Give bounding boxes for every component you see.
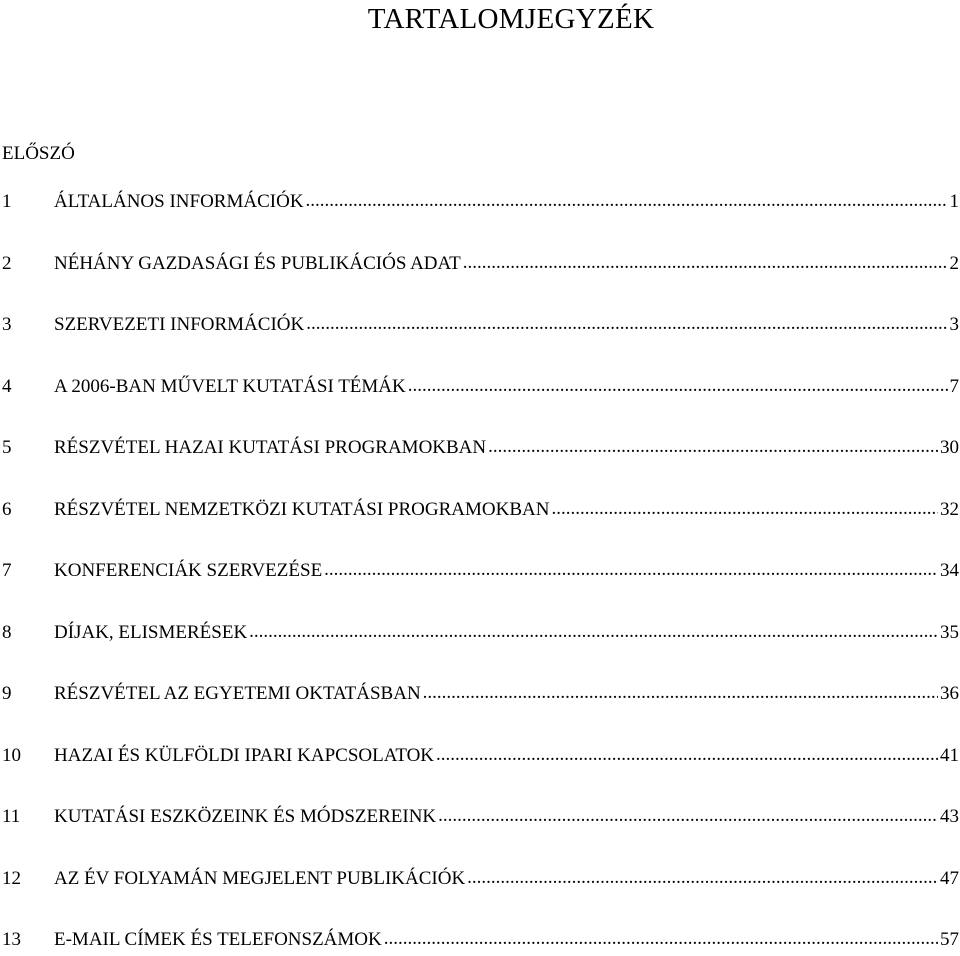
toc-entry-title: KONFERENCIÁK SZERVEZÉSE: [54, 560, 323, 581]
toc-entry-page-number: 35: [940, 622, 959, 643]
dot-leader: [324, 558, 938, 582]
toc-entry-page-number: 2: [949, 253, 959, 274]
toc-entry-page-number: 32: [940, 499, 959, 520]
toc-entry-page-number: 30: [940, 437, 959, 458]
toc-entry-title: ÁLTALÁNOS INFORMÁCIÓK: [54, 191, 304, 212]
toc-entry-title: E-MAIL CÍMEK ÉS TELEFONSZÁMOK: [54, 929, 382, 950]
toc-entry-number: 3: [2, 314, 12, 335]
toc-entry-title: RÉSZVÉTEL NEMZETKÖZI KUTATÁSI PROGRAMOKBAN: [54, 499, 550, 520]
dot-leader: [408, 374, 948, 398]
toc-entry-page-number: 36: [940, 683, 959, 704]
dot-leader: [423, 681, 938, 705]
toc-entry[interactable]: [0, 621, 960, 645]
toc-entry[interactable]: [0, 436, 960, 460]
toc-entry[interactable]: [0, 190, 960, 214]
toc-entry-number: 1: [2, 191, 12, 212]
toc-entry-title: SZERVEZETI INFORMÁCIÓK: [54, 314, 305, 335]
toc-entry-number: 12: [2, 868, 21, 889]
toc-entry[interactable]: [0, 805, 960, 829]
toc-entry-page-number: 43: [940, 806, 959, 827]
toc-entry[interactable]: [0, 313, 960, 337]
toc-entry-title: AZ ÉV FOLYAMÁN MEGJELENT PUBLIKÁCIÓK: [54, 868, 466, 889]
dot-leader: [436, 743, 938, 767]
toc-entry[interactable]: [0, 744, 960, 768]
toc-entry[interactable]: [0, 867, 960, 891]
toc-entry-number: 4: [2, 376, 12, 397]
toc-entry-title: KUTATÁSI ESZKÖZEINK ÉS MÓDSZEREINK: [54, 806, 437, 827]
toc-entry[interactable]: [0, 375, 960, 399]
preface-heading: ELŐSZÓ: [2, 143, 75, 164]
dot-leader: [438, 804, 938, 828]
toc-entry-page-number: 3: [949, 314, 959, 335]
dot-leader: [467, 866, 938, 890]
toc-entry-title: HAZAI ÉS KÜLFÖLDI IPARI KAPCSOLATOK: [54, 745, 435, 766]
toc-entry-number: 6: [2, 499, 12, 520]
toc-entry-number: 2: [2, 253, 12, 274]
toc-entry-page-number: 57: [940, 929, 959, 950]
dot-leader: [551, 497, 938, 521]
toc-entry[interactable]: [0, 928, 960, 952]
dot-leader: [488, 435, 938, 459]
toc-entry-page-number: 41: [940, 745, 959, 766]
toc-entry-title: RÉSZVÉTEL HAZAI KUTATÁSI PROGRAMOKBAN: [54, 437, 487, 458]
toc-entry[interactable]: [0, 559, 960, 583]
toc-entry[interactable]: [0, 252, 960, 276]
toc-entry-number: 10: [2, 745, 21, 766]
toc-entry-number: 13: [2, 929, 21, 950]
page-title: TARTALOMJEGYZÉK: [367, 3, 655, 35]
dot-leader: [306, 312, 947, 336]
dot-leader: [249, 620, 938, 644]
toc-entry[interactable]: [0, 498, 960, 522]
toc-entry-page-number: 47: [940, 868, 959, 889]
toc-entry-number: 8: [2, 622, 12, 643]
toc-entry-title: RÉSZVÉTEL AZ EGYETEMI OKTATÁSBAN: [54, 683, 421, 704]
toc-entry-page-number: 1: [949, 191, 959, 212]
toc-entry-title: A 2006-BAN MŰVELT KUTATÁSI TÉMÁK: [54, 376, 406, 397]
toc-entry-page-number: 7: [949, 376, 959, 397]
dot-leader: [463, 251, 948, 275]
dot-leader: [384, 927, 938, 951]
toc-entry-number: 5: [2, 437, 12, 458]
toc-entry-title: NÉHÁNY GAZDASÁGI ÉS PUBLIKÁCIÓS ADAT: [54, 253, 461, 274]
toc-entry-number: 7: [2, 560, 12, 581]
toc-entry-number: 11: [2, 806, 21, 827]
dot-leader: [306, 189, 948, 213]
toc-entry-number: 9: [2, 683, 12, 704]
toc-entry-title: DÍJAK, ELISMERÉSEK: [54, 622, 248, 643]
toc-entry-page-number: 34: [940, 560, 959, 581]
toc-entry[interactable]: [0, 682, 960, 706]
